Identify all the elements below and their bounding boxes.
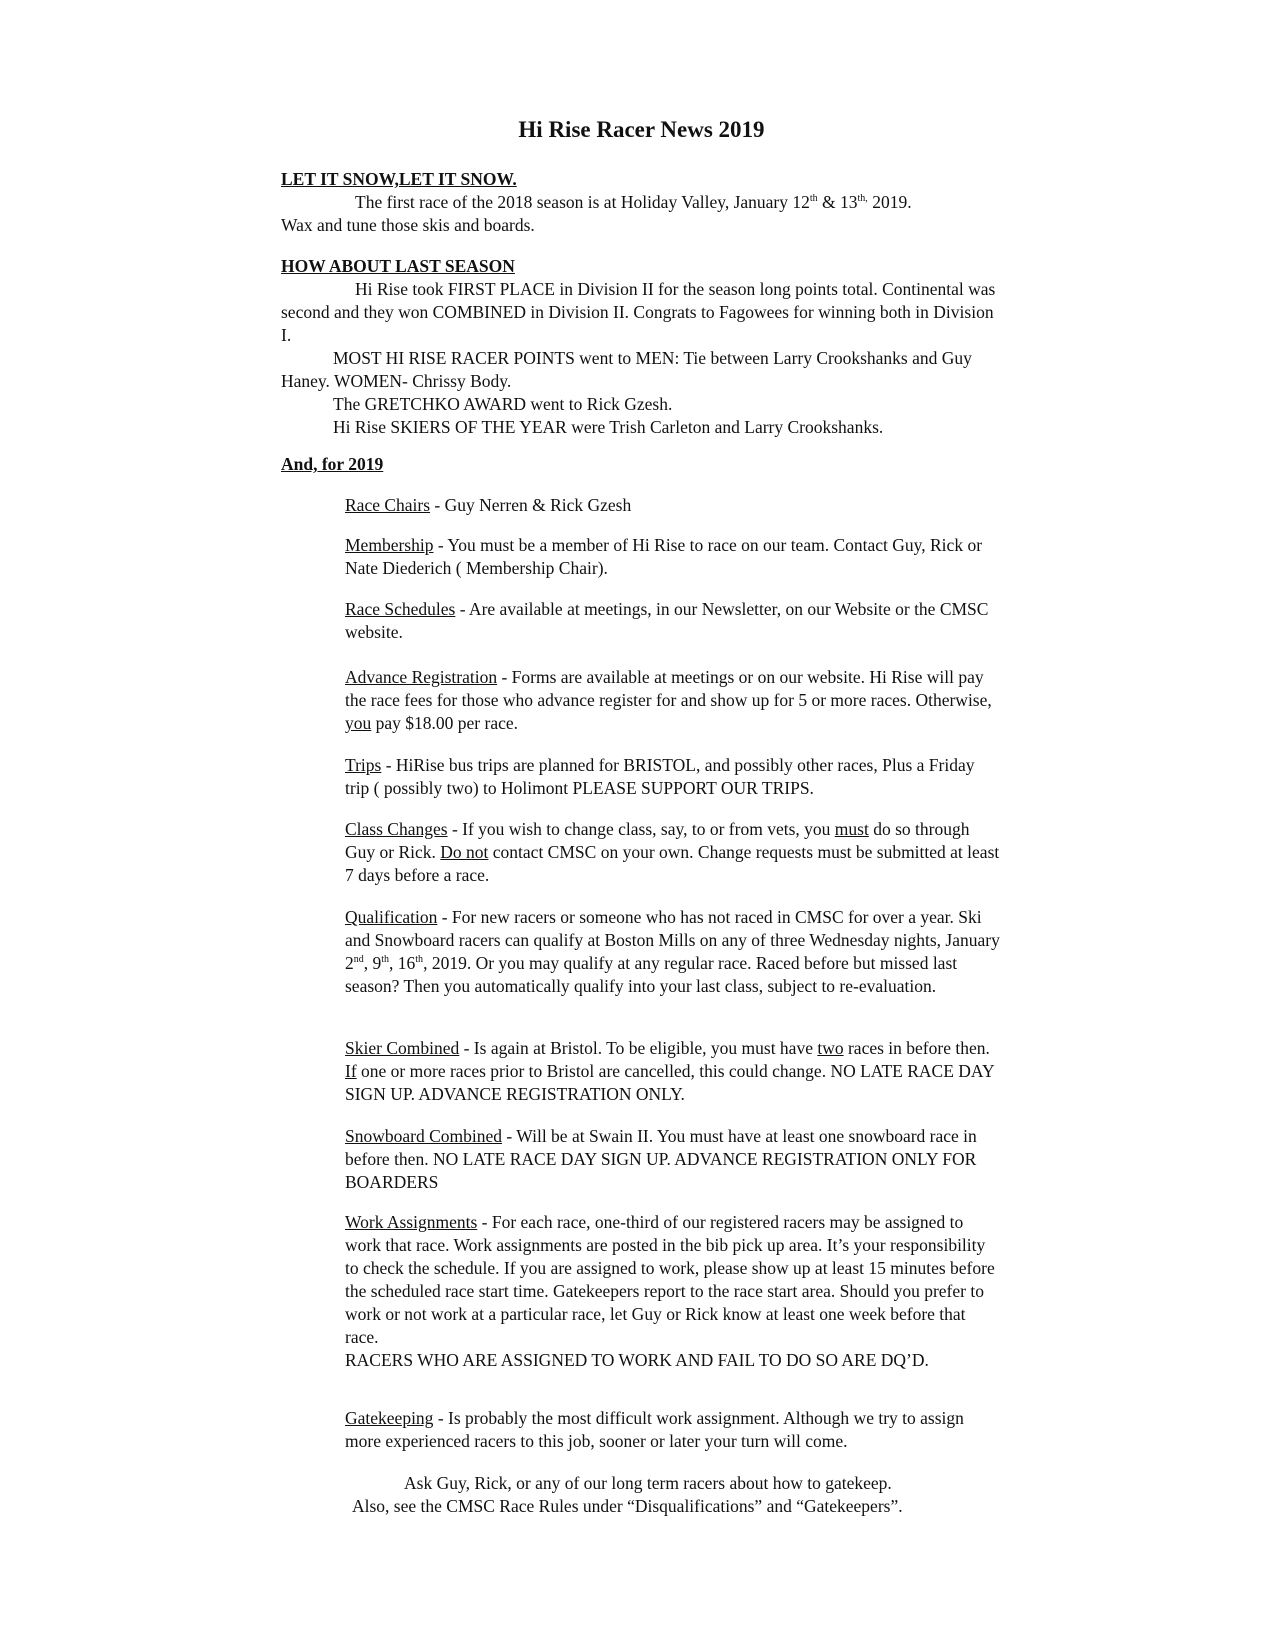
superscript: th [415,954,424,966]
item-text: - For new racers or someone who has not raced in CMSC for over a year. Ski and Snowboard racers can qualify at Boston Mills on any of three Wednesday nights, January 2 [345,907,1000,973]
item-text: one or more races prior to Bristol are cancelled, this could change. NO LATE RACE DAY SIGN UP. ADVANCE REGISTRATION ONLY. [345,1061,994,1104]
emphasis: two [817,1038,844,1058]
item-term: Snowboard Combined [345,1126,503,1146]
page-title: Hi Rise Racer News 2019 [518,117,765,142]
item-advance-registration [345,666,1000,735]
item-race-schedules [345,598,1000,644]
item-term: Gatekeeping [345,1408,434,1428]
item-text: pay $18.00 per race. [371,713,518,733]
closing-note [352,1472,1052,1518]
item-text: do so through Guy or Rick. [345,819,970,862]
item-text: - If you wish to change class, say, to or from vets, you [447,819,835,839]
section-heading: HOW ABOUT LAST SEASON [281,256,515,276]
item-text: - Guy Nerren & Rick Gzesh [430,495,632,515]
superscript: th, [857,193,868,205]
emphasis: Do not [440,842,489,862]
text-run: 2019. [867,192,912,212]
item-work-assignments [345,1211,1000,1372]
section-paragraph: MOST HI RISE RACER POINTS went to MEN: Tie between Larry Crookshanks and Guy Haney. WOMEN- Chrissy Body. [281,348,972,391]
item-membership [345,534,1000,580]
item-gatekeeping [345,1407,1000,1453]
item-text: - Is again at Bristol. To be eligible, you must have [459,1038,818,1058]
item-term: Class Changes [345,819,448,839]
item-text: , 9 [363,953,382,973]
item-term: Skier Combined [345,1038,460,1058]
section-paragraph: Hi Rise took FIRST PLACE in Division II for the season long points total. Continental was second and they won COMBINED in Division II. Congrats to Fagowees for winning both in Division I. [281,279,996,345]
emphasis: must [834,819,869,839]
item-text: - HiRise bus trips are planned for BRISTOL, and possibly other races, Plus a Friday trip ( possibly two) to Holimont PLEASE SUPPORT OUR TRIPS. [345,755,975,798]
superscript: th [809,193,818,205]
item-text: - Will be at Swain II. You must have at least one snowboard race in before then. NO LATE RACE DAY SIGN UP. ADVANCE REGISTRATION ONLY FOR BOARDERS [345,1126,977,1192]
superscript: nd [353,954,364,966]
superscript: th [381,954,390,966]
item-term: Race Schedules [345,599,456,619]
item-snowboard-combined [345,1125,1000,1194]
text-run: The first race of the 2018 season is at Holiday Valley, January 12 [355,192,810,212]
item-term: Work Assignments [345,1212,478,1232]
item-term: Membership [345,535,434,555]
emphasis: you [345,713,372,733]
item-text: races in before then. [843,1038,990,1058]
section-heading: LET IT SNOW,LET IT SNOW. [281,169,517,189]
item-skier-combined [345,1037,1000,1106]
section-paragraph: The GRETCHKO AWARD went to Rick Gzesh. [333,394,673,414]
warning-text: RACERS WHO ARE ASSIGNED TO WORK AND FAIL TO DO SO ARE DQ’D. [345,1350,929,1370]
section-heading: And, for 2019 [281,454,384,474]
item-text: contact CMSC on your own. Change requests must be submitted at least 7 days before a race. [345,842,1000,885]
item-race-chairs [345,494,1000,517]
section-let-it-snow [281,168,1001,237]
section-text [281,191,1001,214]
closing-line: Also, see the CMSC Race Rules under “Disqualifications” and “Gatekeepers”. [352,1496,903,1516]
item-text: - Are available at meetings, in our Newsletter, on our Website or the CMSC website. [345,599,989,642]
item-text: , 16 [389,953,416,973]
item-term: Advance Registration [345,667,498,687]
item-text: - Is probably the most difficult work assignment. Although we try to assign more experienced racers to this job, sooner or later your turn will come. [345,1408,964,1451]
section-last-season [281,255,1001,439]
item-text: - You must be a member of Hi Rise to race on our team. Contact Guy, Rick or Nate Diederich ( Membership Chair). [345,535,983,578]
text-run: & 13 [817,192,858,212]
item-term: Race Chairs [345,495,431,515]
item-term: Qualification [345,907,438,927]
item-class-changes [345,818,1000,887]
closing-line: Ask Guy, Rick, or any of our long term racers about how to gatekeep. [404,1473,892,1493]
section-paragraph: Hi Rise SKIERS OF THE YEAR were Trish Carleton and Larry Crookshanks. [333,417,884,437]
item-text: - For each race, one-third of our registered racers may be assigned to work that race. Work assignments are posted in the bib pick up area. It’s your responsibility to check the schedule. If you are assigned to work, please show up at least 15 minutes before the scheduled race start time. Gatekeepers report to the race start area. Should you prefer to work or not work at a particular race, let Guy or Rick know at least one week before that race. [345,1212,995,1347]
item-trips [345,754,1000,800]
item-text: , 2019. Or you may qualify at any regular race. Raced before but missed last season? Then you automatically qualify into your last class, subject to re-evaluation. [345,953,958,996]
item-qualification [345,906,1000,998]
item-term: Trips [345,755,382,775]
section-text: Wax and tune those skis and boards. [281,215,535,235]
item-text: - Forms are available at meetings or on our website. Hi Rise will pay the race fees for those who advance register for and show up for 5 or more races. Otherwise, [345,667,992,710]
emphasis: If [345,1061,357,1081]
section-2019 [281,453,1001,476]
